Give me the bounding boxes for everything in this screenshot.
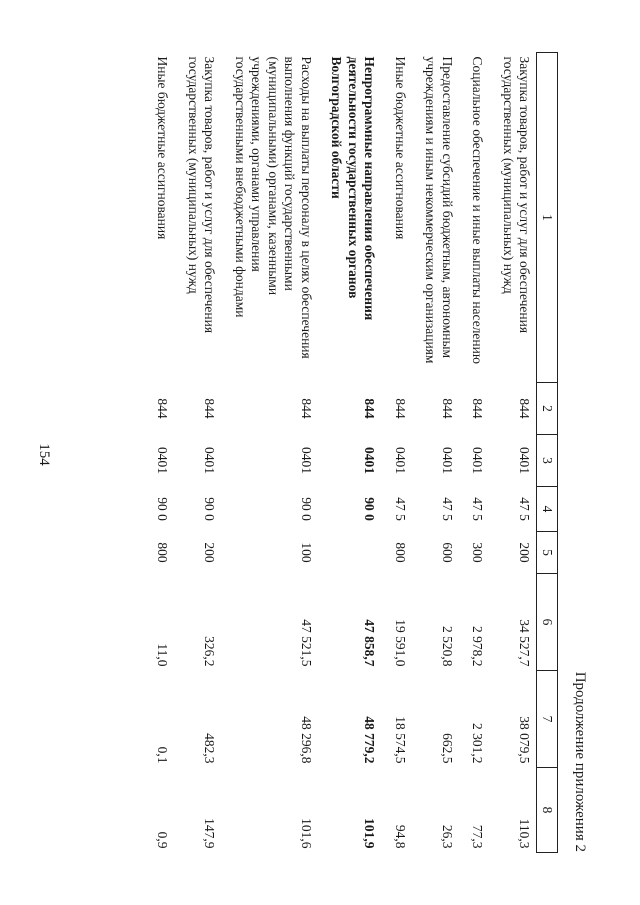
cell-section: 0401	[517, 447, 532, 474]
cell-percent: 77,3	[470, 824, 486, 849]
cell-section: 0401	[298, 447, 314, 474]
cell-percent: 147,9	[202, 818, 218, 849]
row-name: Социальное обеспечение и иные выплаты населению	[470, 56, 486, 364]
cell-actual: 2 301,2	[470, 723, 486, 764]
cell-actual: 38 079,5	[517, 716, 532, 764]
table-row	[221, 53, 317, 853]
column-number-row	[537, 53, 558, 853]
cell-type	[318, 532, 381, 574]
row-name: Иные бюджетные ассигнования	[392, 56, 408, 240]
row-name: Закупка товаров, работ и услуг для обеспечения государственных (муниципальных) нужд	[185, 56, 218, 334]
cell-actual: 18 574,5	[392, 716, 408, 764]
appendix-caption: Продолжение приложения 2	[572, 671, 588, 852]
cell-section: 0401	[439, 447, 455, 474]
cell-percent: 110,3	[517, 818, 532, 849]
cell-actual: 48 779,2	[362, 716, 378, 764]
col-header-8: 8	[537, 768, 558, 853]
budget-table	[144, 52, 558, 853]
cell-ministry: 844	[470, 398, 486, 419]
cell-type: 800	[392, 542, 408, 563]
table-row	[175, 53, 222, 853]
cell-ministry: 844	[202, 398, 218, 419]
cell-percent: 101,6	[298, 818, 314, 849]
row-name: Непрограммные направления обеспечения деятельности государственных органов Волгоградской области	[329, 56, 378, 321]
col-header-1: 1	[537, 53, 558, 383]
row-name: Закупка товаров, работ и услуг для обеспечения государственных (муниципальных) нужд	[500, 56, 532, 334]
cell-type: 200	[517, 542, 532, 563]
cell-plan: 2 520,8	[439, 626, 455, 667]
cell-ministry: 844	[362, 398, 378, 419]
col-header-2: 2	[537, 383, 558, 435]
cell-section: 0401	[202, 447, 218, 474]
row-name: Предоставление субсидий бюджетным, автономным учреждениям и иным некоммерческим организациям	[423, 56, 455, 364]
table-row	[144, 53, 174, 853]
cell-percent: 94,8	[392, 824, 408, 849]
cell-percent: 101,9	[362, 818, 378, 849]
col-header-3: 3	[537, 435, 558, 487]
cell-target: 90 0	[155, 497, 171, 521]
cell-ministry: 844	[517, 398, 532, 419]
col-header-6: 6	[537, 574, 558, 671]
cell-type: 600	[439, 542, 455, 563]
cell-type: 200	[202, 542, 218, 563]
cell-plan: 326,2	[202, 636, 218, 667]
col-header-4: 4	[537, 487, 558, 532]
cell-actual: 662,5	[439, 733, 455, 764]
cell-plan: 19 591,0	[392, 619, 408, 667]
cell-target: 47 5	[517, 497, 532, 521]
cell-target: 90 0	[298, 497, 314, 521]
cell-plan: 2 978,2	[470, 626, 486, 667]
col-header-7: 7	[537, 671, 558, 768]
cell-type: 800	[155, 542, 171, 563]
cell-target: 47 5	[470, 497, 486, 521]
cell-percent: 26,3	[439, 824, 455, 849]
cell-target: 90 0	[202, 497, 218, 521]
cell-plan: 34 527,7	[517, 619, 532, 667]
cell-plan: 47 521,5	[298, 619, 314, 667]
row-name: Расходы на выплаты персоналу в целях обеспечения выполнения функций государственными (муниципальными) органами, казенными учреждениями, органами управления государственными внебюджетными фондами	[232, 56, 314, 359]
cell-percent: 0,9	[155, 831, 171, 849]
cell-target: 47 5	[392, 497, 408, 521]
cell-plan: 47 858,7	[362, 619, 378, 667]
cell-ministry: 844	[439, 398, 455, 419]
cell-section: 0401	[362, 447, 378, 474]
cell-target: 90 0	[362, 497, 378, 521]
table-row-bold	[318, 53, 381, 853]
table-row	[489, 53, 536, 853]
cell-actual: 482,3	[202, 733, 218, 764]
cell-plan: 11,0	[155, 643, 171, 667]
cell-type: 300	[470, 542, 486, 563]
row-name: Иные бюджетные ассигнования	[155, 56, 171, 240]
cell-section: 0401	[392, 447, 408, 474]
table-row	[381, 53, 411, 853]
table-row	[412, 53, 459, 853]
cell-actual: 48 296,8	[298, 716, 314, 764]
table-row	[459, 53, 489, 853]
cell-ministry: 844	[155, 398, 171, 419]
col-header-5: 5	[537, 532, 558, 574]
cell-section: 0401	[470, 447, 486, 474]
landscape-content	[108, 52, 588, 852]
cell-target: 47 5	[439, 497, 455, 521]
cell-ministry: 844	[392, 398, 408, 419]
page-number: 154	[35, 443, 52, 466]
cell-actual: 0,1	[155, 746, 171, 764]
cell-type: 100	[298, 542, 314, 563]
cell-section: 0401	[155, 447, 171, 474]
cell-ministry: 844	[298, 398, 314, 419]
